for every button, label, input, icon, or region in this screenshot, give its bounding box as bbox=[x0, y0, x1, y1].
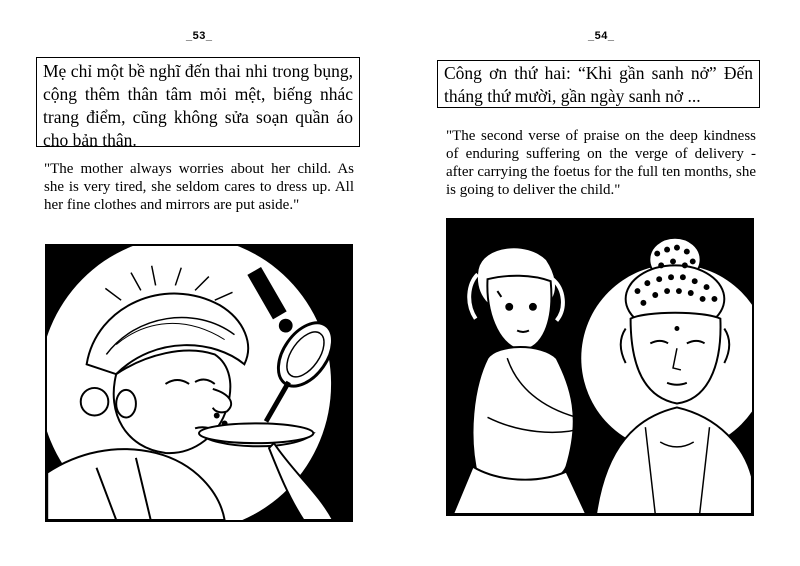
illustration-mother-mirror bbox=[45, 244, 353, 522]
vietnamese-caption-box-right: Công ơn thứ hai: “Khi gần sanh nở” Đến tháng thứ mười, gần ngày sanh nở ... bbox=[437, 60, 760, 108]
mother-mirror-drawing bbox=[47, 246, 351, 520]
illustration-exclamation: ! bbox=[254, 317, 268, 362]
page-number-left: _53_ bbox=[186, 30, 213, 42]
english-caption-right: "The second verse of praise on the deep kindness of enduring suffering on the verge of delivery - after carrying the foetus for the full ten months, she is going to deliver the child." bbox=[446, 128, 756, 198]
page-number-right: _54_ bbox=[588, 30, 615, 42]
english-caption-left: "The mother always worries about her child. As she is very tired, she seldom cares to dress up. All her fine clothes and mirrors are put aside." bbox=[44, 161, 354, 213]
vietnamese-caption-box-left: Mẹ chỉ một bề nghĩ đến thai nhi trong bụng, cộng thêm thân tâm mỏi mệt, biếng nhác trang điểm, cũng không sửa soạn quần áo cho bản thân. bbox=[36, 57, 360, 147]
illustration-woman-buddha bbox=[446, 218, 754, 516]
woman-buddha-drawing bbox=[448, 220, 752, 514]
right-page bbox=[400, 0, 800, 566]
